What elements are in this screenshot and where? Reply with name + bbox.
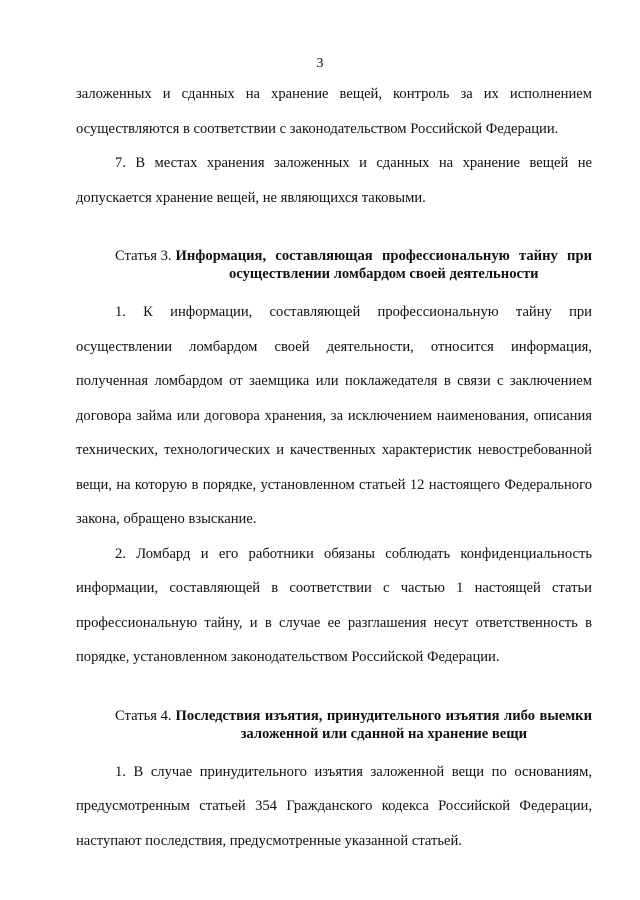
article-3-paragraph-1: 1. К информации, составляющей профессиональную тайну при осуществлении ломбардом своей деятельности, относится информация, полученная ломбардом от заемщика или поклажедателя в связи с заключением договора займа или договора хранения, за исключением наименования, описания технических, технологических и качественных характеристик невостребованной вещи, на которую в порядке, установленном статьей 12 настоящего Федерального закона, обращено взыскание. (76, 304, 592, 527)
paragraph-item-7: 7. В местах хранения заложенных и сданных на хранение вещей не допускается хранение вещей, не являющихся таковыми. (76, 155, 592, 206)
page-number: 3 (316, 56, 324, 71)
article-3-heading (76, 247, 592, 283)
article-4-heading (76, 707, 592, 743)
article-4-title: Последствия изъятия, принудительного изъятия либо выемки заложенной или сданной на хранение вещи (175, 707, 592, 742)
document-body (76, 77, 592, 858)
article-4-paragraph-1: 1. В случае принудительного изъятия заложенной вещи по основаниям, предусмотренным статьей 354 Гражданского кодекса Российской Федерации, наступают последствия, предусмотренные указанной статьей. (76, 763, 592, 849)
article-4-number: Статья 4. (115, 707, 172, 724)
paragraph-continuation: заложенных и сданных на хранение вещей, контроль за их исполнением осуществляются в соответствии с законодательством Российской Федерации. (76, 86, 592, 137)
article-3-title: Информация, составляющая профессиональную тайну при осуществлении ломбардом своей деятельности (175, 248, 592, 282)
article-3-paragraph-2: 2. Ломбард и его работники обязаны соблюдать конфиденциальность информации, составляющей в соответствии с частью 1 настоящей статьи профессиональную тайну, и в случае ее разглашения несут ответственность в порядке, установленном законодательством Российской Федерации. (76, 545, 592, 665)
article-3-number: Статья 3. (115, 248, 172, 264)
